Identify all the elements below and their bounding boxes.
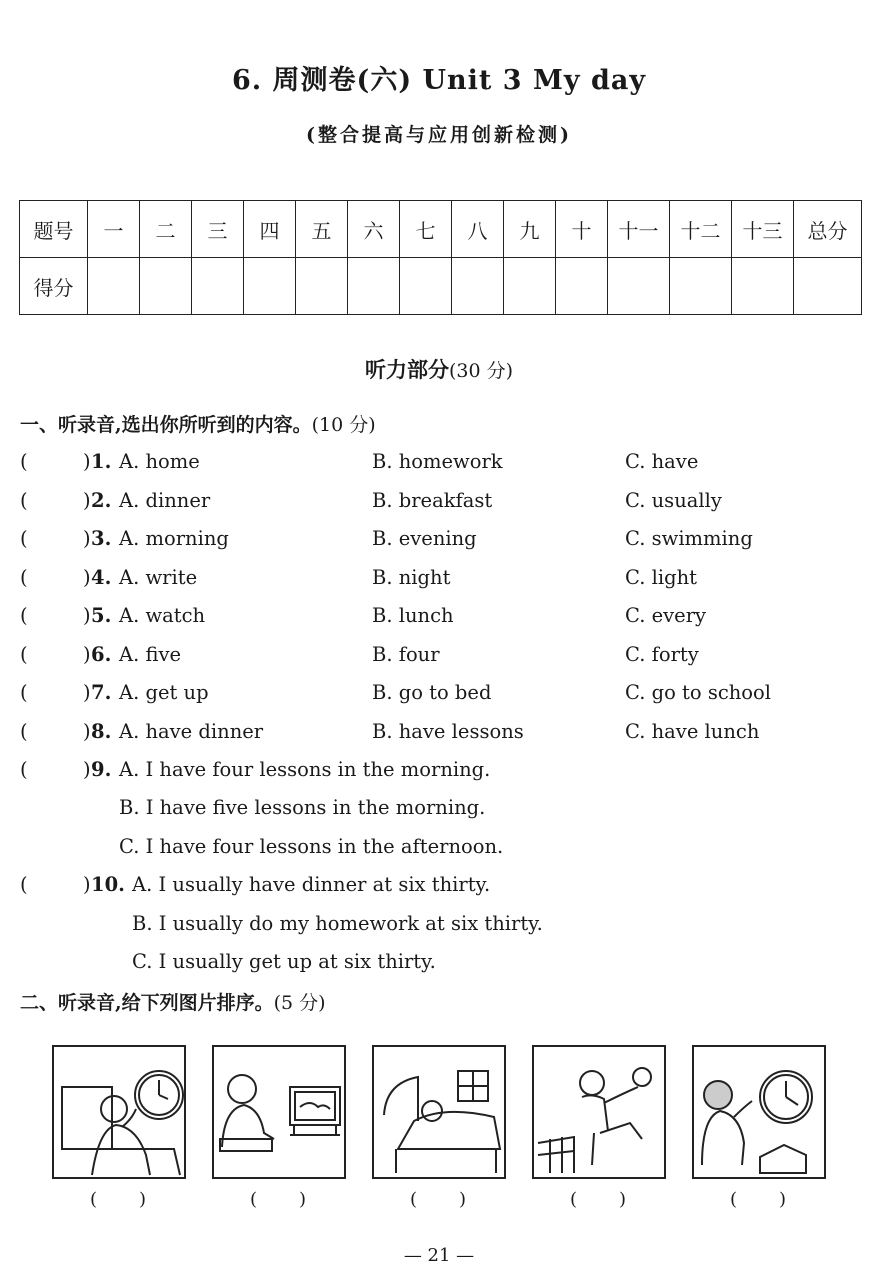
score-input-cell[interactable] [348,258,400,315]
page-number: — 21 — [403,1245,475,1266]
score-input-cell[interactable] [670,258,732,315]
answer-paren-close: ) [83,681,91,704]
option-c: C. every [625,604,707,627]
table-cell: 十二 [670,201,732,258]
option-c: C. usually [625,489,722,512]
answer-paren-open[interactable]: ( [20,450,28,473]
option-a: A. home [119,450,200,473]
table-cell: 十三 [732,201,794,258]
q9-option-b: B. I have five lessons in the morning. [119,796,486,819]
option-c: C. go to school [625,681,772,704]
child-eating-clock-picture [52,1045,186,1179]
answer-paren-open[interactable]: ( [20,720,28,743]
option-a: A. dinner [119,489,211,512]
answer-paren-close: ) [83,604,91,627]
question-number: 2. [91,489,112,512]
table-cell: 九 [504,201,556,258]
option-b: B. night [372,566,451,589]
score-table-score-row [20,258,862,315]
question-number: 5. [91,604,112,627]
picture-answer-blank-3[interactable]: ( ) [409,1189,469,1210]
option-a: A. I usually have dinner at six thirty. [132,873,491,896]
table-cell: 五 [296,201,348,258]
listening-points: (30 分) [448,360,514,382]
answer-paren-close: ) [83,450,91,473]
part1-points: (10 分) [311,414,376,436]
score-input-cell[interactable] [296,258,348,315]
option-a: A. write [119,566,198,589]
page-title: 6. 周测卷(六) Unit 3 My day [231,65,647,96]
answer-paren-close: ) [83,643,91,666]
q10-option-b: B. I usually do my homework at six thirty. [132,912,543,935]
picture-answer-blank-2[interactable]: ( ) [249,1189,309,1210]
table-cell: 八 [452,201,504,258]
part2-heading-text: 二、听录音,给下列图片排序。 [20,992,274,1014]
picture-drawing [694,1047,824,1177]
part2-points: (5 分) [273,992,326,1014]
child-sleeping-picture [372,1045,506,1179]
option-c: C. swimming [625,527,753,550]
option-a: A. have dinner [119,720,264,743]
table-cell-label: 得分 [20,258,88,315]
question-number: 6. [91,643,112,666]
score-input-cell[interactable] [140,258,192,315]
answer-paren-open[interactable]: ( [20,873,28,896]
page-subtitle: (整合提高与应用创新检测) [306,124,572,146]
score-table [19,200,862,315]
picture-drawing [54,1047,184,1177]
option-c: C. have lunch [625,720,760,743]
answer-paren-open[interactable]: ( [20,643,28,666]
q9-option-c: C. I have four lessons in the afternoon. [119,835,504,858]
part1-heading-text: 一、听录音,选出你所听到的内容。 [20,414,312,436]
part2-heading [20,988,326,1015]
option-b: B. evening [372,527,477,550]
picture-drawing [214,1047,344,1177]
question-number: 10. [91,873,125,896]
option-b: B. four [372,643,440,666]
answer-paren-close: ) [83,489,91,512]
listening-section-heading [0,354,878,384]
table-cell-label: 题号 [20,201,88,258]
answer-paren-close: ) [83,527,91,550]
answer-paren-close: ) [83,566,91,589]
score-input-cell[interactable] [608,258,670,315]
option-c: C. forty [625,643,699,666]
score-table-header-row [20,201,862,258]
score-input-cell[interactable] [794,258,862,315]
option-b: B. have lessons [372,720,524,743]
table-cell-total: 总分 [794,201,862,258]
question-number: 4. [91,566,112,589]
question-number: 3. [91,527,112,550]
score-input-cell[interactable] [732,258,794,315]
answer-paren-open[interactable]: ( [20,527,28,550]
table-cell: 三 [192,201,244,258]
question-number: 8. [91,720,112,743]
q10-option-c: C. I usually get up at six thirty. [132,950,436,973]
score-input-cell[interactable] [88,258,140,315]
question-number: 7. [91,681,112,704]
option-a: A. I have four lessons in the morning. [119,758,491,781]
table-cell: 七 [400,201,452,258]
option-a: A. morning [119,527,229,550]
part1-heading [20,410,376,437]
table-cell: 十 [556,201,608,258]
score-input-cell[interactable] [452,258,504,315]
picture-drawing [534,1047,664,1177]
score-input-cell[interactable] [400,258,452,315]
answer-paren-open[interactable]: ( [20,681,28,704]
answer-paren-close: ) [83,758,91,781]
table-cell: 四 [244,201,296,258]
score-input-cell[interactable] [556,258,608,315]
score-input-cell[interactable] [192,258,244,315]
option-a: A. get up [119,681,209,704]
table-cell: 十一 [608,201,670,258]
child-watching-tv-picture [212,1045,346,1179]
answer-paren-open[interactable]: ( [20,566,28,589]
answer-paren-open[interactable]: ( [20,604,28,627]
table-cell: 六 [348,201,400,258]
question-number: 9. [91,758,112,781]
option-b: B. go to bed [372,681,492,704]
option-b: B. homework [372,450,503,473]
question-number: 1. [91,450,112,473]
listening-title: 听力部分 [364,357,449,382]
score-input-cell[interactable] [244,258,296,315]
score-input-cell[interactable] [504,258,556,315]
option-b: B. lunch [372,604,454,627]
picture-answer-blank-1[interactable]: ( ) [89,1189,149,1210]
child-waving-clock-picture [692,1045,826,1179]
picture-answer-blank-4[interactable]: ( ) [569,1189,629,1210]
answer-paren-open[interactable]: ( [20,758,28,781]
answer-paren-close: ) [83,873,91,896]
picture-drawing [374,1047,504,1177]
option-a: A. watch [119,604,206,627]
option-c: C. light [625,566,697,589]
table-cell: 一 [88,201,140,258]
answer-paren-open[interactable]: ( [20,489,28,512]
picture-answer-blank-5[interactable]: ( ) [729,1189,789,1210]
option-c: C. have [625,450,699,473]
option-b: B. breakfast [372,489,493,512]
option-a: A. five [119,643,182,666]
child-playing-football-picture [532,1045,666,1179]
answer-paren-close: ) [83,720,91,743]
table-cell: 二 [140,201,192,258]
